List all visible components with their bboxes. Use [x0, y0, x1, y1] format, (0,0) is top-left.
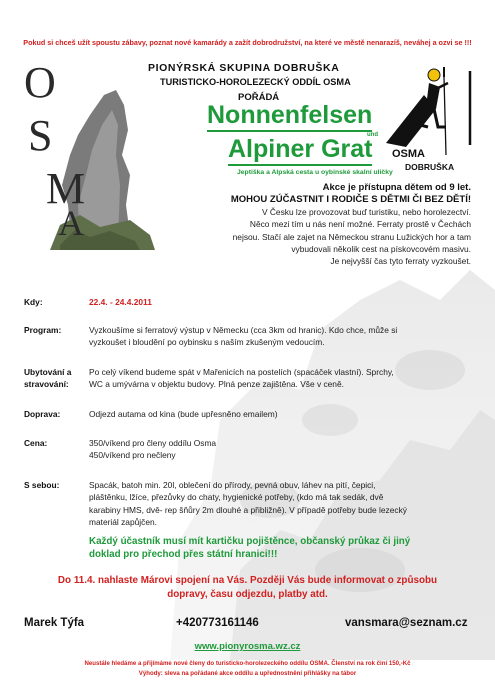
org-line-2: TURISTICKO-HOROLEZECKÝ ODDÍL OSMA — [160, 77, 351, 87]
intro-text-line: V Česku lze provozovat buď turistiku, nebo horolezectví. — [261, 207, 471, 217]
detail-label: Cena: — [24, 438, 48, 448]
detail-line: materiál zapůjčen. — [89, 516, 157, 527]
detail-line: 450/víkend pro nečleny — [89, 450, 176, 461]
footer-line: Výhody: sleva na pořádané akce oddílu a upřednostnění přihlášky na tábor — [138, 670, 357, 677]
detail-line: Spacák, batoh min. 20l, oblečení do přírody, pevná obuv, láhev na pití, čepici, — [89, 480, 376, 490]
event-title-connector: und — [367, 132, 378, 138]
monogram-letter-m: M — [46, 164, 86, 213]
website-link[interactable]: www.pionyrosma.wz.cz — [194, 641, 301, 652]
detail-label-line: stravování: — [24, 379, 69, 390]
detail-value — [89, 324, 495, 349]
org-line-3: POŘÁDÁ — [238, 92, 280, 103]
event-subtitle: Jeptiška a Alpská cesta u oybinské skalní uličky — [237, 169, 393, 176]
intro-text-line: Je nejvyšší čas tyto ferraty vyzkoušet. — [330, 256, 471, 267]
detail-date-value: 22.4. - 24.4.2011 — [89, 297, 152, 307]
intro-parents-line: MOHOU ZÚČASTNIT I RODIČE S DĚTMI ČI BEZ DĚTÍ! — [230, 194, 471, 205]
detail-label-line: Ubytování a — [24, 367, 72, 377]
footer-line: Neustále hledáme a přijímáme nové členy do turisticko-horolezeckého oddílu OSMA. Členství na rok činí 150,-Kč — [84, 660, 411, 667]
intro-text-line: nejsou. Stačí ale zajet na Německou stranu Lužických hor a tam — [232, 231, 471, 242]
top-banner-text: Pokud si chceš užít spoustu zábavy, poznat nové kamarády a zažít dobrodružství, na které ve městě nenarazíš, neváhej a ozvi se !!! — [23, 38, 472, 47]
logo-place: DOBRUŠKA — [405, 162, 455, 172]
detail-label: Doprava: — [24, 409, 61, 419]
intro-text-line: vybudovali několik cest na pískovcovém masivu. — [291, 243, 471, 254]
detail-line: vyzkoušet i bloudění po oybinsku s naším zkušeným vedoucím. — [89, 337, 325, 348]
deadline-note — [8, 574, 487, 602]
deadline-line: Do 11.4. nahlaste Márovi spojení na Vás. Později Vás bude informovat o způsobu — [57, 575, 438, 586]
monogram-letter-a: A — [58, 203, 84, 243]
detail-label: S sebou: — [24, 480, 60, 490]
insurance-note-line: doklad pro přechod přes státní hranici!!! — [89, 549, 278, 560]
detail-line: WC a umývárna v objektu budovy. Plná penze zajištěna. Vše v ceně. — [89, 379, 344, 390]
detail-line: Po celý víkend budeme spát v Mařenicích na postelích (spacáček vlastní). Sprchy, — [89, 367, 394, 377]
osma-monogram-image — [20, 55, 160, 255]
detail-label: Kdy: — [24, 297, 43, 307]
monogram-letter-s: S — [28, 111, 53, 160]
event-title-1: Nonnenfelsen — [207, 100, 372, 132]
monogram-letter-o: O — [24, 58, 56, 107]
detail-line: 350/víkend pro členy oddílu Osma — [89, 438, 217, 448]
detail-value — [89, 437, 495, 462]
detail-line: pláštěnku, lžíce, přezůvky do chaty, hygienické potřeby, (kdo má tak sedák, dvě — [89, 492, 384, 503]
detail-line: Vyzkoušíme si ferratový výstup v Německu (cca 3km od hranic). Kdo chce, může si — [89, 325, 398, 335]
detail-label — [24, 366, 84, 391]
contact-phone[interactable]: +420773161146 — [176, 617, 259, 629]
intro-text-line: Něco mezi tím u nás není možné. Ferraty prostě v Čechách — [249, 219, 471, 230]
intro-age-line: Akce je přístupna dětem od 9 let. — [322, 182, 471, 193]
org-line-1: PIONÝRSKÁ SKUPINA DOBRUŠKA — [148, 62, 340, 74]
detail-value: Odjezd autama od kina (bude upřesněno emailem) — [89, 409, 278, 419]
detail-value — [89, 366, 495, 391]
detail-value — [89, 479, 495, 528]
detail-line: karabiny HMS, dvě- rep šňůry 2m dlouhé a přibližně). V případě potřeby bude lezecký — [89, 504, 407, 515]
event-title-2: Alpiner Grat — [228, 134, 372, 166]
intro-block — [171, 182, 471, 267]
detail-label: Program: — [24, 325, 62, 335]
contact-email-link[interactable]: vansmara@seznam.cz — [345, 617, 468, 629]
logo-name: OSMA — [392, 148, 425, 160]
contact-name: Marek Týfa — [24, 617, 85, 629]
insurance-note — [89, 535, 479, 561]
insurance-note-line: Každý účastník musí mít kartičku pojištěnce, občanský průkaz či jiný — [89, 536, 411, 547]
deadline-line: dopravy, času odjezdu, platby atd. — [167, 589, 328, 600]
